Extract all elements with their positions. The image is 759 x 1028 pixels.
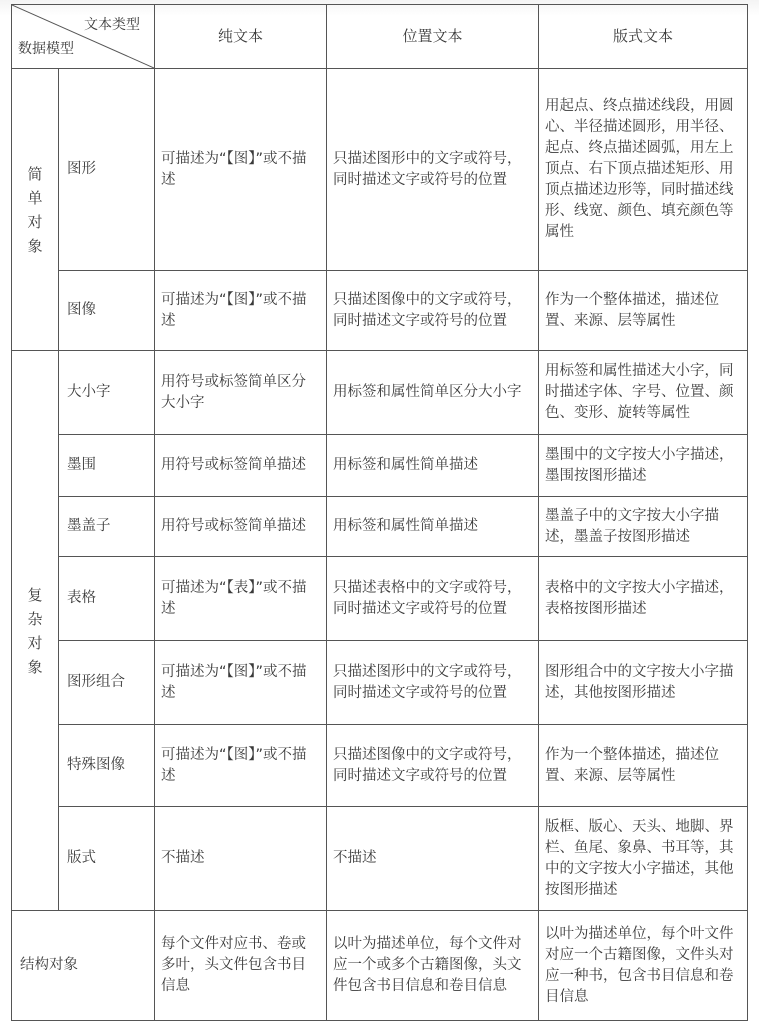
plain-text-cell: 不描述 (155, 807, 327, 911)
layout-text-cell: 表格中的文字按大小字描述，表格按图形描述 (539, 557, 748, 641)
row-name: 图形组合 (59, 641, 155, 725)
row-name: 墨盖子 (59, 497, 155, 557)
table-row (12, 271, 748, 351)
plain-text-cell: 用符号或标签简单描述 (155, 497, 327, 557)
position-text-cell: 只描述图形中的文字或符号，同时描述文字或符号的位置 (327, 641, 539, 725)
layout-text-cell: 以叶为描述单位，每个叶文件对应一个古籍图像，文件头对应一种书，包含书目信息和卷目信息 (539, 911, 748, 1021)
row-name: 表格 (59, 557, 155, 641)
position-text-cell: 只描述图像中的文字或符号，同时描述文字或符号的位置 (327, 725, 539, 807)
layout-text-cell: 用标签和属性描述大小字，同时描述字体、字号、位置、颜色、变形、旋转等属性 (539, 351, 748, 435)
row-name: 特殊图像 (59, 725, 155, 807)
position-text-cell: 只描述图形中的文字或符号，同时描述文字或符号的位置 (327, 69, 539, 271)
structure-object-row (12, 911, 748, 1021)
table-row (12, 497, 748, 557)
position-text-cell: 用标签和属性简单描述 (327, 497, 539, 557)
group-label-complex-objects (12, 351, 59, 911)
table-header-row (12, 5, 748, 69)
layout-text-cell: 作为一个整体描述，描述位置、来源、层等属性 (539, 271, 748, 351)
position-text-cell: 不描述 (327, 807, 539, 911)
group-label-structure-objects: 结构对象 (12, 911, 155, 1021)
data-model-header: 数据模型 (18, 41, 74, 57)
row-name: 图像 (59, 271, 155, 351)
row-name: 版式 (59, 807, 155, 911)
layout-text-cell: 图形组合中的文字按大小字描述，其他按图形描述 (539, 641, 748, 725)
plain-text-cell: 可描述为“【表】”或不描述 (155, 557, 327, 641)
position-text-header: 位置文本 (327, 5, 539, 69)
position-text-cell: 用标签和属性简单描述 (327, 435, 539, 497)
plain-text-cell: 每个文件对应书、卷或多叶，头文件包含书目信息 (155, 911, 327, 1021)
position-text-cell: 用标签和属性简单区分大小字 (327, 351, 539, 435)
plain-text-cell: 用符号或标签简单区分大小字 (155, 351, 327, 435)
position-text-cell: 只描述图像中的文字或符号，同时描述文字或符号的位置 (327, 271, 539, 351)
layout-text-cell: 作为一个整体描述，描述位置、来源、层等属性 (539, 725, 748, 807)
group-label-text: 简单对象 (27, 164, 43, 255)
layout-text-cell: 墨盖子中的文字按大小字描述，墨盖子按图形描述 (539, 497, 748, 557)
position-text-cell: 以叶为描述单位，每个文件对应一个或多个古籍图像，头文件包含书目信息和卷目信息 (327, 911, 539, 1021)
plain-text-cell: 用符号或标签简单描述 (155, 435, 327, 497)
plain-text-cell: 可描述为“【图】”或不描述 (155, 641, 327, 725)
layout-text-header: 版式文本 (539, 5, 748, 69)
diagonal-header-cell (12, 5, 155, 69)
plain-text-header: 纯文本 (155, 5, 327, 69)
layout-text-cell: 墨围中的文字按大小字描述，墨围按图形描述 (539, 435, 748, 497)
text-type-comparison-table (11, 4, 748, 1021)
row-name: 墨围 (59, 435, 155, 497)
text-type-header: 文本类型 (84, 17, 140, 33)
row-name: 大小字 (59, 351, 155, 435)
table-row (12, 435, 748, 497)
table-row (12, 641, 748, 725)
group-label-simple-objects (12, 69, 59, 351)
table-row (12, 69, 748, 271)
plain-text-cell: 可描述为“【图】”或不描述 (155, 271, 327, 351)
layout-text-cell: 用起点、终点描述线段，用圆心、半径描述圆形，用半径、起点、终点描述圆弧，用左上顶点、右下顶点描述矩形、用顶点描述边形等，同时描述线形、线宽、颜色、填充颜色等属性 (539, 69, 748, 271)
table-row (12, 807, 748, 911)
table-row (12, 351, 748, 435)
row-name: 图形 (59, 69, 155, 271)
position-text-cell: 只描述表格中的文字或符号，同时描述文字或符号的位置 (327, 557, 539, 641)
table-row (12, 557, 748, 641)
layout-text-cell: 版框、版心、天头、地脚、界栏、鱼尾、象鼻、书耳等，其中的文字按大小字描述，其他按图形描述 (539, 807, 748, 911)
plain-text-cell: 可描述为“【图】”或不描述 (155, 725, 327, 807)
plain-text-cell: 可描述为“【图】”或不描述 (155, 69, 327, 271)
table-row (12, 725, 748, 807)
group-label-text: 复杂对象 (27, 585, 43, 676)
